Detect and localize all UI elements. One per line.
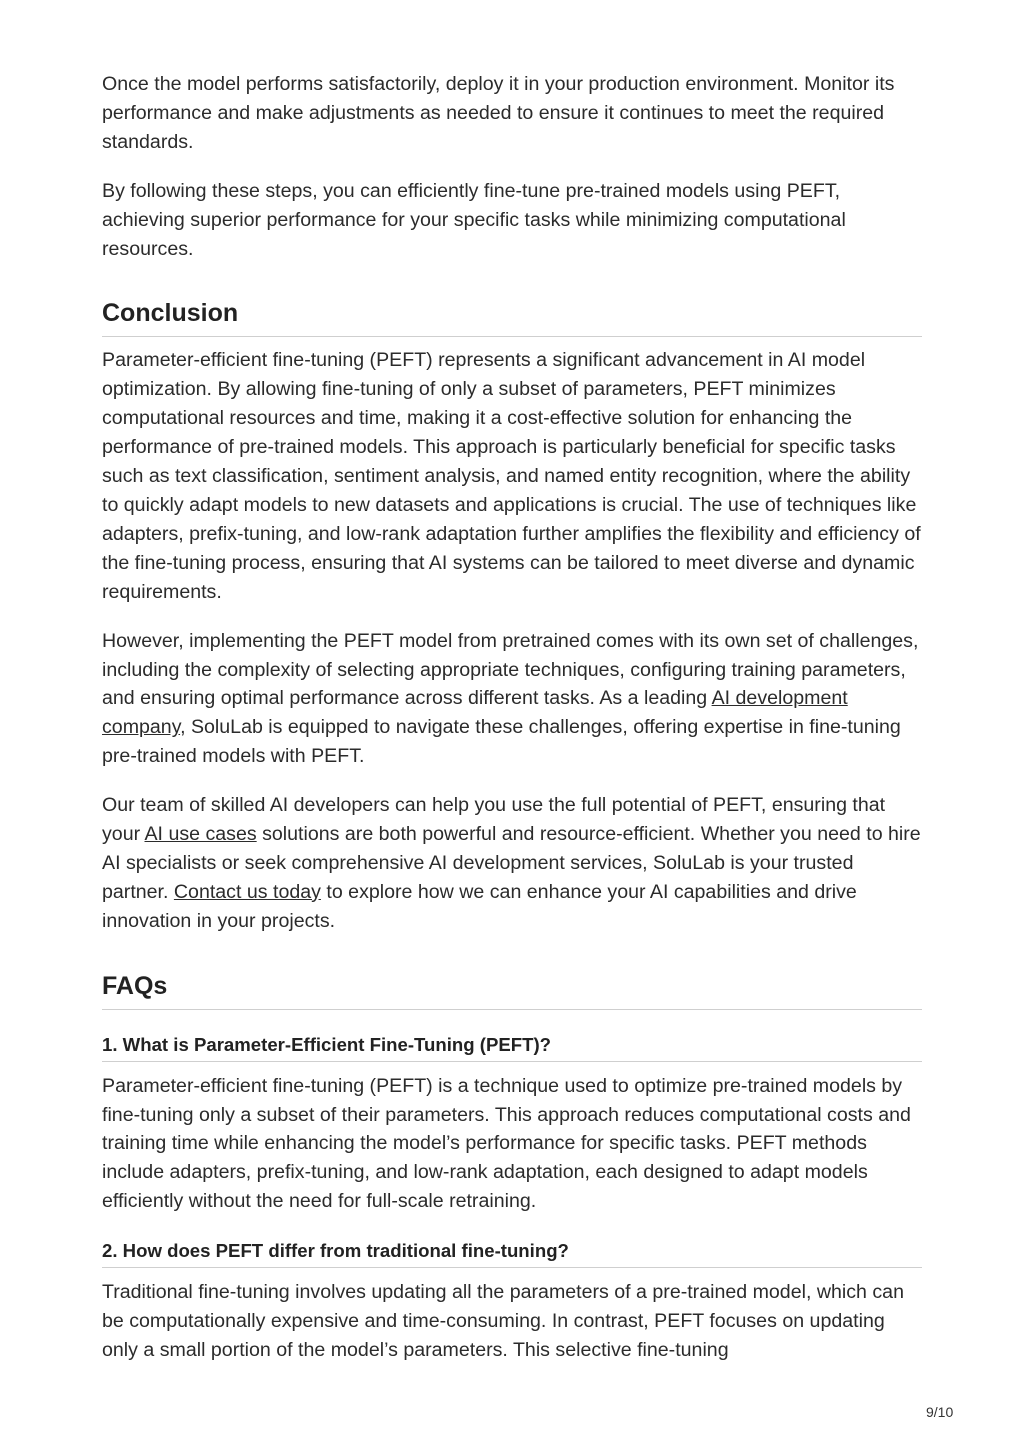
conclusion-heading: Conclusion (102, 296, 922, 337)
faq-question-1: 1. What is Parameter-Efficient Fine-Tuning (PEFT)? (102, 1032, 922, 1062)
faqs-heading: FAQs (102, 969, 922, 1010)
conclusion-paragraph-1: Parameter-efficient fine-tuning (PEFT) represents a significant advancement in AI model optimization. By allowing fine-tuning of only a subset of parameters, PEFT minimizes computational resources and time, making it a cost-effective solution for enhancing the performance of pre-trained models. This approach is particularly beneficial for specific tasks such as text classification, sentiment analysis, and named entity recognition, where the ability to quickly adapt models to new datasets and applications is crucial. The use of techniques like adapters, prefix-tuning, and low-rank adaptation further amplifies the flexibility and efficiency of the fine-tuning process, ensuring that AI systems can be tailored to meet diverse and dynamic requirements. (102, 349, 921, 603)
text-segment: to explore how we can enhance your AI capabilities and drive innovation in your projects. (102, 880, 857, 932)
page-number: 9/10 (926, 1404, 954, 1420)
intro-paragraph-deploy: Once the model performs satisfactorily, deploy it in your production environment. Monitor its performance and make adjustments as needed to ensure it continues to meet the required standards. (102, 73, 895, 153)
ai-development-company-link[interactable]: AI development company (102, 687, 848, 739)
document-page (102, 70, 922, 1365)
ai-use-cases-link[interactable]: AI use cases (144, 823, 257, 846)
text-segment: Our team of skilled AI developers can help you use the full potential of PEFT, ensuring that your (102, 794, 886, 846)
text-segment: solutions are both powerful and resource-efficient. Whether you need to hire AI specialists or seek comprehensive AI development services, SoluLab is your trusted partner. (102, 823, 921, 903)
faq-answer-1: Parameter-efficient fine-tuning (PEFT) is a technique used to optimize pre-trained models by fine-tuning only a subset of their parameters. This approach reduces computational costs and training time while enhancing the model’s performance for specific tasks. PEFT methods include adapters, prefix-tuning, and low-rank adaptation, each designed to adapt models efficiently without the need for full-scale retraining. (102, 1074, 911, 1213)
faq-question-2: 2. How does PEFT differ from traditional fine-tuning? (102, 1238, 922, 1268)
text-segment: , SoluLab is equipped to navigate these challenges, offering expertise in fine-tuning pre-trained models with PEFT. (102, 716, 901, 768)
intro-paragraph-summary: By following these steps, you can efficiently fine-tune pre-trained models using PEFT, achieving superior performance for your specific tasks while minimizing computational resources. (102, 179, 846, 260)
faq-answer-2: Traditional fine-tuning involves updating all the parameters of a pre-trained model, which can be computationally expensive and time-consuming. In contrast, PEFT focuses on updating only a small portion of the model’s parameters. This selective fine-tuning (102, 1281, 904, 1361)
contact-us-link[interactable]: Contact us today (173, 880, 321, 903)
conclusion-paragraph-2 (102, 627, 922, 772)
conclusion-paragraph-3 (102, 791, 922, 936)
text-segment: However, implementing the PEFT model from pretrained comes with its own set of challenges, including the complexity of selecting appropriate techniques, configuring training parameters, and ensuring optimal performance across different tasks. As a leading (102, 629, 919, 710)
